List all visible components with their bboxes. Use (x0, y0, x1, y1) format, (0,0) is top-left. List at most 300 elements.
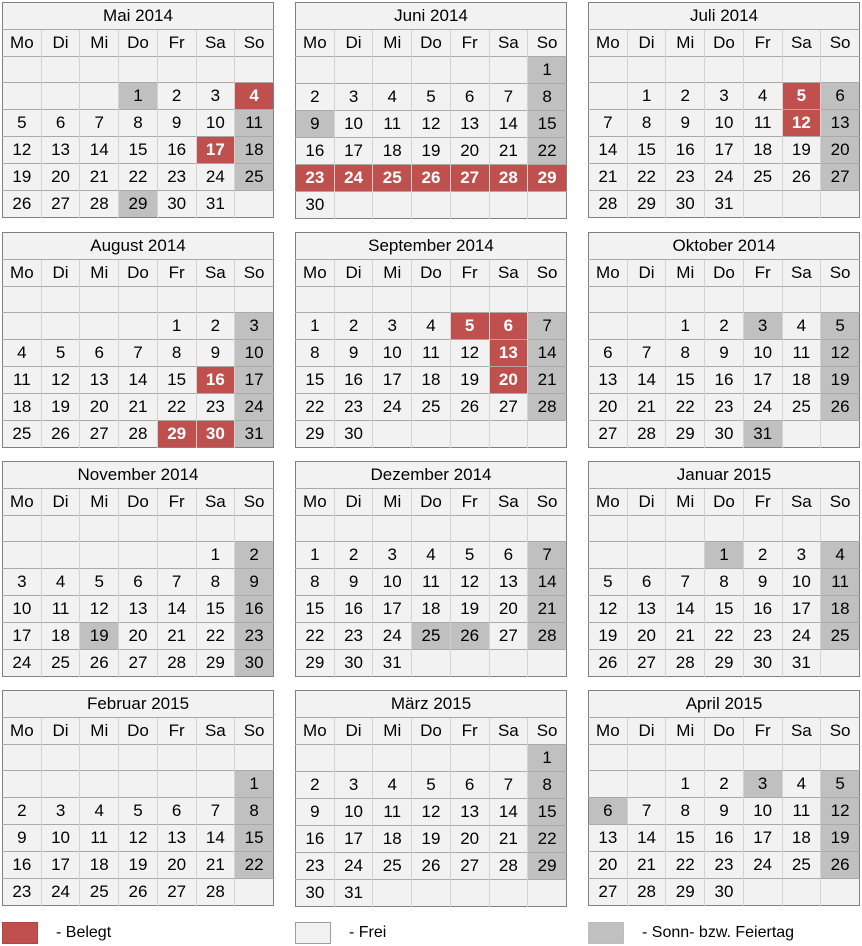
day-cell: 1 (627, 83, 666, 110)
day-cell: 4 (373, 84, 412, 111)
day-cell (589, 745, 628, 771)
day-cell: 22 (196, 623, 235, 650)
day-cell: 27 (589, 421, 628, 448)
day-cell: 19 (821, 367, 860, 394)
day-cell (296, 57, 335, 84)
day-cell: 25 (235, 164, 274, 191)
day-cell (373, 516, 412, 542)
weekday-header: So (235, 30, 274, 57)
day-cell: 8 (296, 569, 335, 596)
day-cell: 19 (119, 852, 158, 879)
day-cell (41, 313, 80, 340)
day-cell: 1 (705, 542, 744, 569)
month-title: Februar 2015 (3, 691, 274, 718)
day-cell: 2 (334, 542, 373, 569)
day-cell: 1 (235, 771, 274, 798)
weekday-header: Di (627, 718, 666, 745)
day-cell: 28 (627, 421, 666, 448)
day-cell (782, 516, 821, 542)
day-cell (412, 516, 451, 542)
day-cell: 18 (3, 394, 42, 421)
weekday-header: So (528, 718, 567, 745)
day-cell: 27 (157, 879, 196, 906)
day-cell: 14 (80, 137, 119, 164)
day-cell: 7 (528, 542, 567, 569)
day-cell: 8 (528, 84, 567, 111)
weekday-header: Mi (80, 718, 119, 745)
day-cell: 16 (235, 596, 274, 623)
day-cell (821, 879, 860, 906)
day-cell: 26 (821, 852, 860, 879)
day-cell: 5 (412, 772, 451, 799)
day-cell: 9 (235, 569, 274, 596)
day-cell: 5 (119, 798, 158, 825)
day-cell: 4 (412, 542, 451, 569)
day-cell: 15 (235, 825, 274, 852)
day-cell: 21 (666, 623, 705, 650)
day-cell: 30 (743, 650, 782, 677)
day-cell: 17 (373, 367, 412, 394)
day-cell (821, 57, 860, 83)
day-cell: 1 (528, 57, 567, 84)
day-cell: 27 (589, 879, 628, 906)
day-cell (157, 745, 196, 771)
weekday-header: Mo (3, 718, 42, 745)
day-cell: 21 (196, 852, 235, 879)
month-title: August 2014 (3, 233, 274, 260)
day-cell (528, 421, 567, 448)
day-cell: 11 (373, 111, 412, 138)
weekday-header: Fr (450, 260, 489, 287)
day-cell: 21 (589, 164, 628, 191)
weekday-header: Fr (157, 718, 196, 745)
day-cell (627, 57, 666, 83)
day-cell: 14 (528, 340, 567, 367)
day-cell: 25 (373, 165, 412, 192)
day-cell: 20 (821, 137, 860, 164)
weekday-header: So (235, 260, 274, 287)
day-cell (627, 745, 666, 771)
day-cell: 21 (627, 394, 666, 421)
weekday-header: Mi (80, 30, 119, 57)
day-cell (41, 287, 80, 313)
day-cell: 23 (157, 164, 196, 191)
day-cell (743, 287, 782, 313)
weekday-header: Fr (157, 489, 196, 516)
day-cell (821, 650, 860, 677)
day-cell: 28 (196, 879, 235, 906)
weekday-header: Mo (296, 260, 335, 287)
weekday-header: Fr (450, 30, 489, 57)
day-cell (743, 745, 782, 771)
day-cell: 27 (489, 394, 528, 421)
day-cell (627, 516, 666, 542)
day-cell (119, 516, 158, 542)
weekday-header: Sa (782, 260, 821, 287)
day-cell (489, 650, 528, 677)
day-cell: 5 (3, 110, 42, 137)
day-cell: 25 (41, 650, 80, 677)
weekday-header: Di (334, 489, 373, 516)
day-cell (782, 191, 821, 218)
day-cell (528, 516, 567, 542)
day-cell: 10 (782, 569, 821, 596)
weekday-header: Do (119, 718, 158, 745)
day-cell: 6 (489, 542, 528, 569)
day-cell (450, 192, 489, 219)
day-cell: 15 (666, 367, 705, 394)
day-cell: 24 (373, 394, 412, 421)
day-cell (450, 57, 489, 84)
day-cell: 15 (528, 111, 567, 138)
day-cell: 23 (3, 879, 42, 906)
day-cell: 4 (3, 340, 42, 367)
day-cell: 16 (296, 138, 335, 165)
day-cell: 6 (589, 798, 628, 825)
day-cell (528, 880, 567, 907)
day-cell: 22 (235, 852, 274, 879)
day-cell (80, 542, 119, 569)
day-cell (296, 745, 335, 772)
weekday-header: Do (705, 260, 744, 287)
month-dezember-2014 (295, 461, 567, 677)
day-cell (119, 57, 158, 83)
month-title: November 2014 (3, 462, 274, 489)
month-title: Dezember 2014 (296, 462, 567, 489)
day-cell (450, 287, 489, 313)
day-cell: 19 (412, 138, 451, 165)
weekday-header: Sa (782, 489, 821, 516)
day-cell (528, 650, 567, 677)
weekday-header: Sa (196, 489, 235, 516)
legend-label-belegt: - Belegt (56, 924, 112, 941)
day-cell: 3 (373, 542, 412, 569)
day-cell: 30 (705, 879, 744, 906)
day-cell: 20 (489, 596, 528, 623)
day-cell: 29 (666, 879, 705, 906)
day-cell: 27 (119, 650, 158, 677)
months-grid (2, 2, 860, 907)
day-cell (489, 421, 528, 448)
day-cell: 11 (373, 799, 412, 826)
day-cell: 11 (41, 596, 80, 623)
day-cell: 4 (743, 83, 782, 110)
weekday-header: Sa (196, 260, 235, 287)
day-cell: 19 (821, 825, 860, 852)
day-cell: 3 (743, 771, 782, 798)
legend-item-sonn-feiertag (588, 920, 860, 946)
day-cell: 9 (196, 340, 235, 367)
day-cell: 27 (41, 191, 80, 218)
day-cell: 19 (412, 826, 451, 853)
day-cell: 25 (373, 853, 412, 880)
day-cell: 1 (666, 771, 705, 798)
weekday-header: Mi (666, 489, 705, 516)
day-cell: 5 (80, 569, 119, 596)
day-cell: 29 (528, 165, 567, 192)
day-cell: 6 (589, 340, 628, 367)
legend-item-frei (295, 920, 567, 946)
day-cell (627, 542, 666, 569)
day-cell: 20 (119, 623, 158, 650)
day-cell: 30 (235, 650, 274, 677)
weekday-header: Fr (743, 489, 782, 516)
day-cell (666, 57, 705, 83)
day-cell: 14 (489, 111, 528, 138)
day-cell (489, 745, 528, 772)
day-cell: 8 (627, 110, 666, 137)
day-cell: 25 (412, 623, 451, 650)
day-cell (627, 313, 666, 340)
day-cell: 10 (334, 111, 373, 138)
day-cell: 29 (119, 191, 158, 218)
month-juli-2014 (588, 2, 860, 218)
day-cell: 22 (119, 164, 158, 191)
day-cell: 17 (334, 138, 373, 165)
day-cell: 29 (627, 191, 666, 218)
day-cell: 10 (743, 340, 782, 367)
day-cell: 24 (782, 623, 821, 650)
day-cell (489, 192, 528, 219)
day-cell (412, 192, 451, 219)
month-september-2014 (295, 232, 567, 448)
day-cell: 10 (196, 110, 235, 137)
weekday-header: Di (627, 260, 666, 287)
day-cell: 18 (821, 596, 860, 623)
month-november-2014 (2, 461, 274, 677)
day-cell: 20 (157, 852, 196, 879)
day-cell (705, 287, 744, 313)
day-cell: 26 (821, 394, 860, 421)
day-cell (666, 516, 705, 542)
day-cell: 30 (334, 650, 373, 677)
day-cell: 9 (157, 110, 196, 137)
day-cell: 1 (296, 542, 335, 569)
day-cell: 5 (821, 313, 860, 340)
weekday-header: Di (334, 30, 373, 57)
day-cell: 22 (627, 164, 666, 191)
day-cell: 3 (373, 313, 412, 340)
day-cell: 4 (41, 569, 80, 596)
weekday-header: Fr (157, 260, 196, 287)
month-title: Mai 2014 (3, 3, 274, 30)
day-cell (743, 516, 782, 542)
day-cell: 23 (743, 623, 782, 650)
day-cell (41, 516, 80, 542)
day-cell: 5 (450, 313, 489, 340)
weekday-header: Mo (3, 30, 42, 57)
day-cell: 3 (743, 313, 782, 340)
day-cell (334, 516, 373, 542)
day-cell: 5 (450, 542, 489, 569)
day-cell: 11 (743, 110, 782, 137)
day-cell (666, 287, 705, 313)
day-cell (589, 287, 628, 313)
day-cell (589, 516, 628, 542)
day-cell (373, 192, 412, 219)
legend-swatch-frei (295, 922, 331, 944)
weekday-header: Fr (743, 260, 782, 287)
day-cell (3, 57, 42, 83)
day-cell (334, 192, 373, 219)
day-cell (589, 313, 628, 340)
weekday-header: So (235, 489, 274, 516)
day-cell: 24 (373, 623, 412, 650)
day-cell: 22 (705, 623, 744, 650)
day-cell: 9 (296, 111, 335, 138)
day-cell (41, 771, 80, 798)
day-cell (412, 57, 451, 84)
legend-swatch-belegt (2, 922, 38, 944)
month-oktober-2014 (588, 232, 860, 448)
day-cell: 28 (157, 650, 196, 677)
day-cell: 10 (373, 569, 412, 596)
day-cell: 15 (627, 137, 666, 164)
day-cell: 13 (589, 367, 628, 394)
day-cell: 16 (196, 367, 235, 394)
day-cell: 9 (334, 569, 373, 596)
day-cell (821, 191, 860, 218)
day-cell: 17 (334, 826, 373, 853)
day-cell: 3 (235, 313, 274, 340)
day-cell: 28 (666, 650, 705, 677)
day-cell: 19 (450, 596, 489, 623)
day-cell: 23 (235, 623, 274, 650)
day-cell: 14 (196, 825, 235, 852)
day-cell (3, 287, 42, 313)
day-cell: 6 (821, 83, 860, 110)
day-cell: 7 (666, 569, 705, 596)
day-cell: 25 (3, 421, 42, 448)
day-cell: 29 (666, 421, 705, 448)
day-cell (589, 57, 628, 83)
legend-item-belegt (2, 920, 274, 946)
day-cell: 26 (3, 191, 42, 218)
day-cell (157, 771, 196, 798)
day-cell: 8 (157, 340, 196, 367)
weekday-header: Mo (589, 489, 628, 516)
day-cell: 17 (782, 596, 821, 623)
day-cell: 11 (782, 340, 821, 367)
weekday-header: Mo (589, 260, 628, 287)
day-cell (373, 57, 412, 84)
day-cell (235, 745, 274, 771)
day-cell: 18 (412, 367, 451, 394)
day-cell (334, 745, 373, 772)
day-cell (743, 57, 782, 83)
day-cell (489, 516, 528, 542)
day-cell (3, 313, 42, 340)
day-cell: 31 (235, 421, 274, 448)
day-cell: 15 (528, 799, 567, 826)
day-cell (119, 542, 158, 569)
day-cell: 6 (119, 569, 158, 596)
day-cell: 31 (705, 191, 744, 218)
day-cell: 31 (196, 191, 235, 218)
day-cell: 25 (782, 852, 821, 879)
day-cell: 13 (41, 137, 80, 164)
day-cell (80, 313, 119, 340)
day-cell (705, 516, 744, 542)
day-cell: 7 (157, 569, 196, 596)
day-cell: 18 (782, 367, 821, 394)
day-cell (412, 421, 451, 448)
day-cell (412, 287, 451, 313)
day-cell: 1 (296, 313, 335, 340)
weekday-header: Fr (450, 718, 489, 745)
day-cell: 22 (666, 394, 705, 421)
day-cell: 24 (334, 853, 373, 880)
day-cell (627, 771, 666, 798)
weekday-header: Sa (489, 260, 528, 287)
weekday-header: Sa (196, 718, 235, 745)
day-cell: 26 (80, 650, 119, 677)
day-cell: 14 (157, 596, 196, 623)
day-cell: 22 (296, 394, 335, 421)
day-cell: 20 (450, 138, 489, 165)
day-cell (489, 57, 528, 84)
day-cell: 19 (450, 367, 489, 394)
day-cell: 2 (334, 313, 373, 340)
weekday-header: Mi (373, 718, 412, 745)
day-cell: 15 (119, 137, 158, 164)
day-cell (373, 745, 412, 772)
day-cell (196, 516, 235, 542)
day-cell (589, 771, 628, 798)
weekday-header: Mo (3, 260, 42, 287)
day-cell: 13 (119, 596, 158, 623)
day-cell: 10 (743, 798, 782, 825)
day-cell: 23 (334, 394, 373, 421)
day-cell (235, 516, 274, 542)
day-cell: 27 (821, 164, 860, 191)
day-cell: 28 (528, 394, 567, 421)
day-cell: 7 (528, 313, 567, 340)
day-cell (666, 542, 705, 569)
day-cell: 18 (782, 825, 821, 852)
day-cell: 30 (334, 421, 373, 448)
day-cell: 16 (3, 852, 42, 879)
day-cell: 22 (666, 852, 705, 879)
day-cell: 9 (3, 825, 42, 852)
day-cell: 7 (627, 340, 666, 367)
day-cell: 9 (743, 569, 782, 596)
weekday-header: Sa (489, 718, 528, 745)
day-cell (3, 83, 42, 110)
day-cell: 2 (196, 313, 235, 340)
day-cell: 17 (41, 852, 80, 879)
day-cell: 13 (450, 799, 489, 826)
day-cell: 1 (666, 313, 705, 340)
day-cell: 11 (782, 798, 821, 825)
day-cell: 9 (334, 340, 373, 367)
weekday-header: Di (627, 489, 666, 516)
day-cell: 11 (821, 569, 860, 596)
day-cell: 17 (3, 623, 42, 650)
day-cell: 12 (450, 340, 489, 367)
day-cell (296, 516, 335, 542)
day-cell: 23 (196, 394, 235, 421)
weekday-header: Di (41, 718, 80, 745)
day-cell (782, 879, 821, 906)
day-cell: 8 (666, 798, 705, 825)
day-cell: 16 (666, 137, 705, 164)
day-cell: 23 (334, 623, 373, 650)
day-cell (157, 57, 196, 83)
day-cell: 7 (589, 110, 628, 137)
month-title: Juni 2014 (296, 3, 567, 30)
day-cell: 12 (119, 825, 158, 852)
